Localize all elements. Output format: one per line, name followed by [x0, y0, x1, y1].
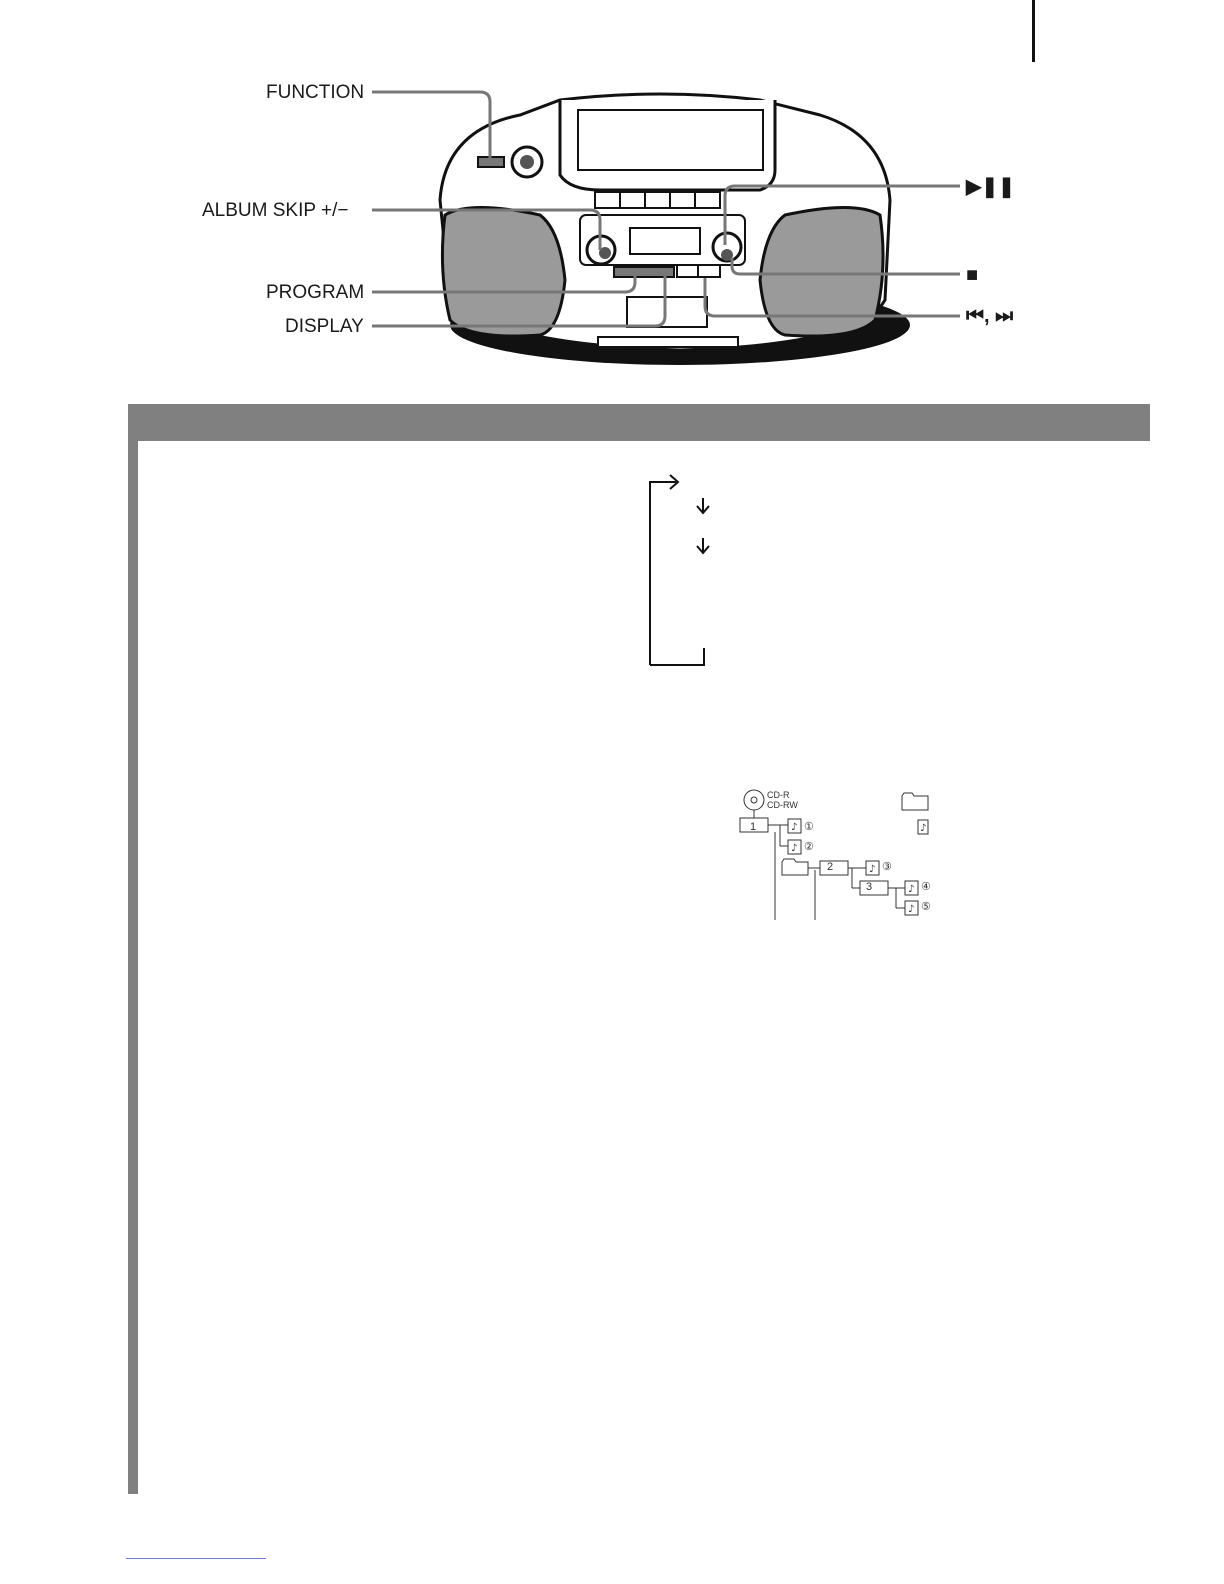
lcd-display: [630, 228, 700, 254]
track-number-2: ②: [804, 841, 814, 853]
album-number-1: 1: [750, 821, 757, 833]
folder-icon: [782, 859, 808, 875]
album-number-3: 3: [866, 881, 873, 893]
tape-buttons: [595, 192, 720, 208]
program-label: PROGRAM: [266, 282, 365, 303]
track-number-3: ③: [882, 861, 892, 873]
svg-text:♪: ♪: [791, 822, 798, 833]
display-label: DISPLAY: [285, 316, 364, 337]
album-number-2: 2: [827, 861, 834, 873]
lid-window: [578, 110, 763, 170]
stop-symbol: ■: [966, 264, 979, 286]
svg-text:♪: ♪: [869, 864, 876, 875]
cassette-slot: [627, 297, 707, 327]
svg-text:♪: ♪: [791, 843, 798, 854]
front-grille: [598, 337, 738, 347]
function-label: FUNCTION: [266, 82, 365, 103]
track-number-1: ①: [804, 821, 814, 833]
footer-link-underline[interactable]: [126, 1558, 266, 1559]
album-box-3: [860, 881, 888, 895]
svg-text:♪: ♪: [920, 823, 927, 834]
down-arrow-icon: [697, 538, 709, 553]
track-number-4: ④: [921, 881, 931, 893]
svg-text:♪: ♪: [908, 884, 915, 895]
play-pause-symbol: ▶❚❚: [966, 176, 1015, 198]
cd-folder-tree: [700, 780, 940, 925]
section-header-band: [128, 404, 1150, 441]
left-speaker: [442, 208, 565, 337]
boombox-illustration: [0, 0, 1224, 400]
track-number-5: ⑤: [921, 901, 931, 913]
album-box-2: [820, 861, 848, 875]
disc-icon: [744, 790, 764, 810]
cd-r-label: CD-R: [767, 790, 790, 800]
section-side-bar: [128, 404, 138, 1494]
skip-symbols: ⏮, ⏭: [966, 305, 1014, 327]
svg-text:♪: ♪: [908, 904, 915, 915]
display-cycle-diagram: [620, 460, 720, 670]
down-arrow-icon: [697, 498, 709, 513]
album-skip-label: ALBUM SKIP +/−: [202, 200, 349, 221]
volume-knob-center: [520, 155, 534, 169]
folder-legend-icon: [902, 793, 928, 810]
cd-rw-label: CD-RW: [767, 800, 798, 810]
